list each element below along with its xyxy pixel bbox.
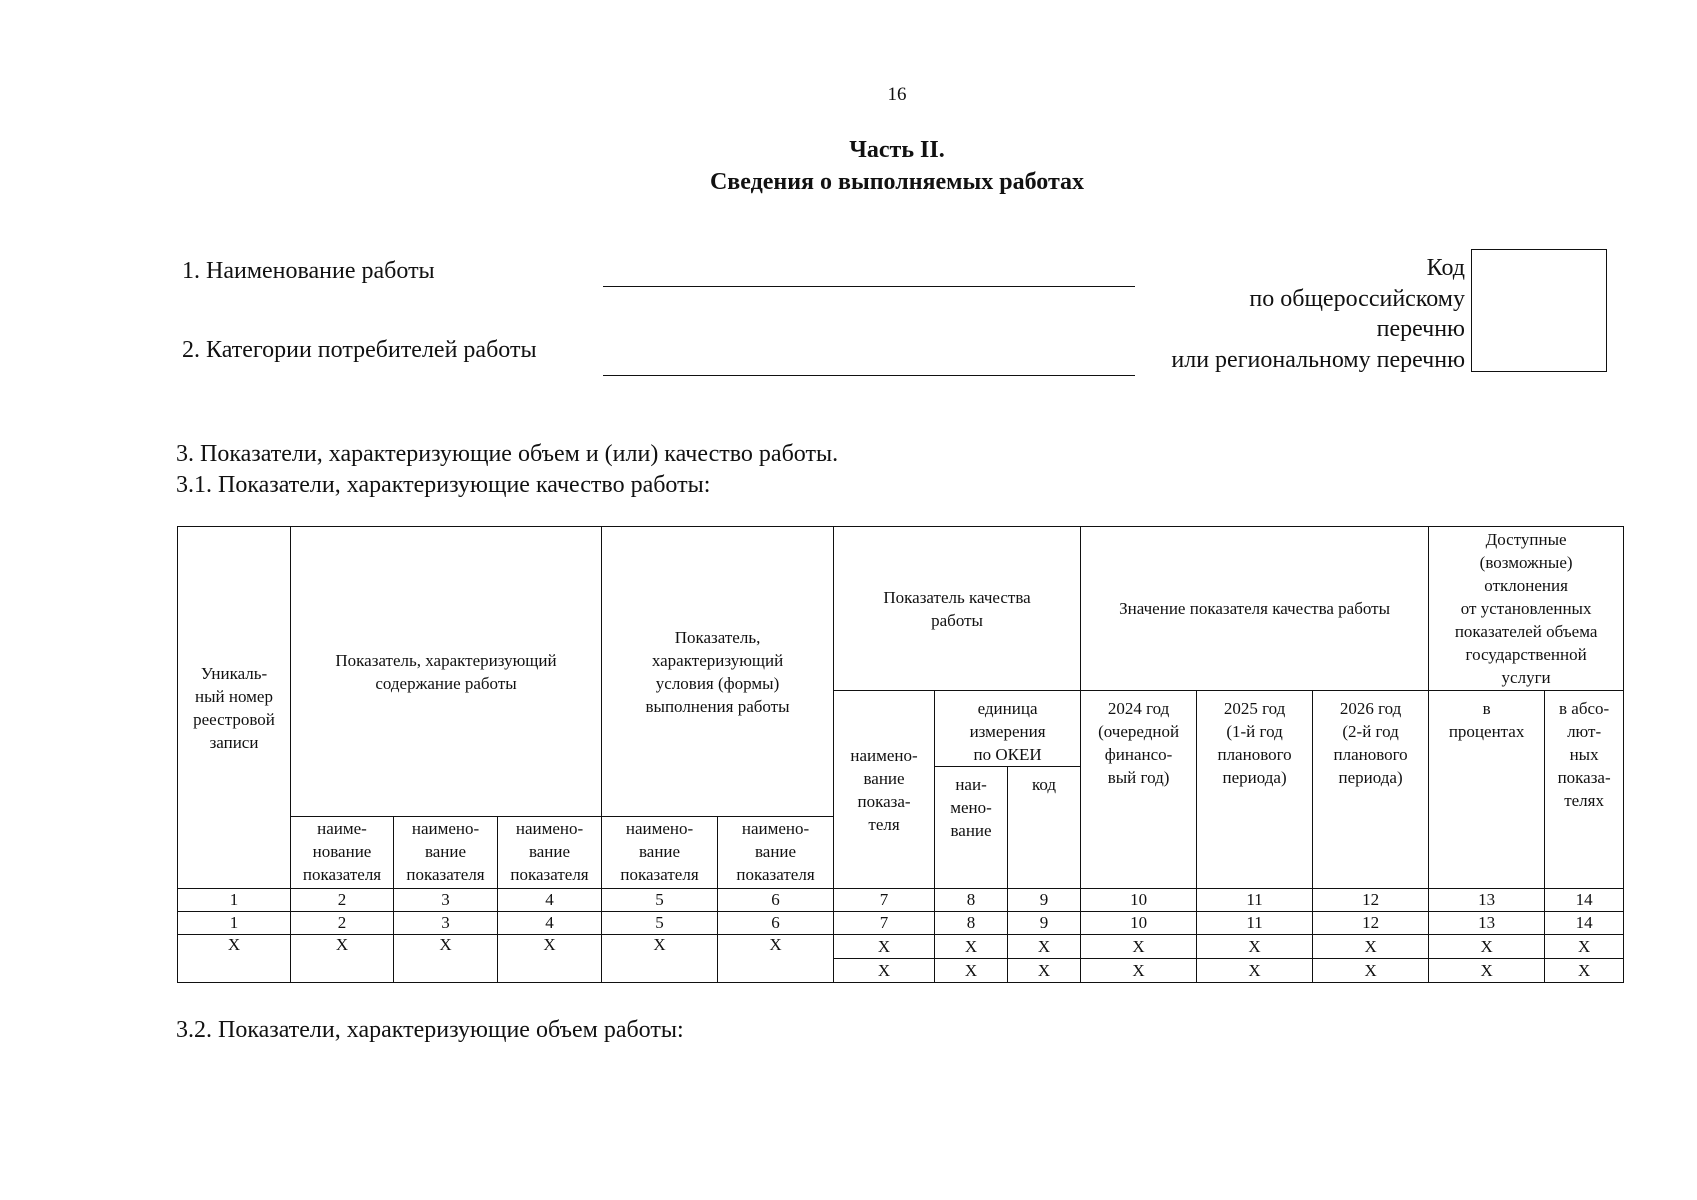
table-cell: 9 <box>1008 912 1081 935</box>
table-cell: X <box>394 935 498 983</box>
table-cell: 13 <box>1429 912 1545 935</box>
work-name-line[interactable] <box>603 286 1135 287</box>
table-cell: 2 <box>291 912 394 935</box>
table-cell: X <box>291 935 394 983</box>
header-content-indicator-name <box>498 817 602 889</box>
header-conditions-indicator-name <box>602 817 718 889</box>
section-3-heading: 3. Показатели, характеризующие объем и (или) качество работы. <box>176 441 839 467</box>
header-text: наимено- вание показателя <box>510 819 589 884</box>
quality-indicators-table <box>177 526 1624 983</box>
table-cell: X <box>1081 935 1197 959</box>
table-row <box>178 889 1624 912</box>
header-text: Доступные (возможные) отклонения от установленных показателей объема государственной услуги <box>1454 530 1598 687</box>
code-label-line: по общероссийскому <box>1249 285 1465 312</box>
table-cell: 13 <box>1429 889 1545 912</box>
table-cell: X <box>1545 959 1624 983</box>
page-number: 16 <box>887 84 907 105</box>
header-conditions-indicator-name <box>718 817 834 889</box>
table-cell: X <box>1313 935 1429 959</box>
table-row <box>178 935 1624 959</box>
table-cell: X <box>1081 959 1197 983</box>
table-cell: 14 <box>1545 912 1624 935</box>
table-cell: 6 <box>718 912 834 935</box>
table-cell: 1 <box>178 889 291 912</box>
header-text: в абсо- лют- ных показа- телях <box>1557 699 1611 810</box>
table-cell: X <box>834 959 935 983</box>
table-cell: 4 <box>498 912 602 935</box>
table-cell: X <box>178 935 291 983</box>
table-cell: X <box>935 935 1008 959</box>
table-cell: X <box>1545 935 1624 959</box>
table-cell: 6 <box>718 889 834 912</box>
section-3-1-heading: 3.1. Показатели, характеризующие качество работы: <box>176 472 711 498</box>
header-conditions-indicator <box>602 527 834 817</box>
table-cell: 1 <box>178 912 291 935</box>
table-cell: X <box>602 935 718 983</box>
header-quality-value <box>1081 527 1429 691</box>
table-cell: 10 <box>1081 912 1197 935</box>
header-text: 2025 год (1-й год планового периода) <box>1217 699 1292 787</box>
code-box[interactable] <box>1471 249 1607 372</box>
header-year-2025 <box>1197 691 1313 889</box>
header-text: Значение показателя качества работы <box>1119 599 1390 618</box>
table-cell: 14 <box>1545 889 1624 912</box>
header-text: Показатель, характеризующий содержание работы <box>335 650 557 693</box>
table-cell: 7 <box>834 912 935 935</box>
table-cell: 4 <box>498 889 602 912</box>
table-cell: 3 <box>394 889 498 912</box>
header-text: единица измерения по ОКЕИ <box>969 699 1046 764</box>
table-cell: 5 <box>602 912 718 935</box>
header-quality-indicator-name <box>834 691 935 889</box>
header-quality-indicator <box>834 527 1081 691</box>
header-content-indicator-name <box>291 817 394 889</box>
header-unit-name <box>935 767 1008 889</box>
table-cell: X <box>935 959 1008 983</box>
table-row <box>178 912 1624 935</box>
table-cell: 9 <box>1008 889 1081 912</box>
table-cell: X <box>1313 959 1429 983</box>
header-unique-number <box>178 527 291 889</box>
header-text: Показатель, характеризующий условия (формы) выполнения работы <box>645 627 790 716</box>
code-label-line: перечню <box>1376 316 1465 342</box>
header-year-2024 <box>1081 691 1197 889</box>
header-text: наимено- вание показателя <box>736 819 815 884</box>
title-subject: Сведения о выполняемых работах <box>709 169 1085 195</box>
header-text: код <box>1032 775 1057 794</box>
header-content-indicator <box>291 527 602 817</box>
table-cell: 3 <box>394 912 498 935</box>
table-cell: 11 <box>1197 912 1313 935</box>
table-cell: 8 <box>935 889 1008 912</box>
header-text: 2026 год (2-й год планового периода) <box>1333 699 1408 787</box>
header-text: наимено- вание показателя <box>620 819 699 884</box>
table-cell: X <box>1429 959 1545 983</box>
code-label-line: Код <box>1426 255 1465 281</box>
header-text: Показатель качества работы <box>883 587 1031 630</box>
page-title <box>0 134 1697 198</box>
consumer-categories-label: 2. Категории потребителей работы <box>182 337 537 363</box>
header-text: 2024 год (очередной финансо- вый год) <box>1098 699 1180 787</box>
header-text: наимено- вание показа- теля <box>850 745 918 834</box>
table-cell: 11 <box>1197 889 1313 912</box>
header-content-indicator-name <box>394 817 498 889</box>
table-cell: 7 <box>834 889 935 912</box>
header-text: Уникаль- ный номер реестровой записи <box>193 663 275 752</box>
table-cell: X <box>498 935 602 983</box>
table-cell: 8 <box>935 912 1008 935</box>
title-part: Часть II. <box>849 137 945 163</box>
table-cell: X <box>718 935 834 983</box>
header-deviations <box>1429 527 1624 691</box>
code-label-line: или региональному перечню <box>1171 346 1465 373</box>
table-cell: X <box>1429 935 1545 959</box>
table-cell: 12 <box>1313 889 1429 912</box>
header-unit-okei <box>935 691 1081 767</box>
header-in-percent <box>1429 691 1545 889</box>
consumer-categories-line[interactable] <box>603 375 1135 376</box>
section-3-2-heading: 3.2. Показатели, характеризующие объем работы: <box>176 1017 684 1043</box>
table-cell: 5 <box>602 889 718 912</box>
header-text: наиме- нование показателя <box>302 819 382 884</box>
table-cell: X <box>1008 959 1081 983</box>
table-cell: X <box>1008 935 1081 959</box>
work-name-label: 1. Наименование работы <box>182 258 435 284</box>
code-label <box>1171 253 1465 375</box>
header-text: наимено- вание показателя <box>406 819 485 884</box>
table-cell: X <box>1197 959 1313 983</box>
header-unit-code <box>1008 767 1081 889</box>
table-cell: 10 <box>1081 889 1197 912</box>
table-cell: X <box>834 935 935 959</box>
header-year-2026 <box>1313 691 1429 889</box>
header-text: в процентах <box>1448 699 1525 741</box>
header-in-absolute <box>1545 691 1624 889</box>
table-cell: X <box>1197 935 1313 959</box>
header-text: наи- мено- вание <box>950 775 992 840</box>
table-cell: 12 <box>1313 912 1429 935</box>
table-cell: 2 <box>291 889 394 912</box>
